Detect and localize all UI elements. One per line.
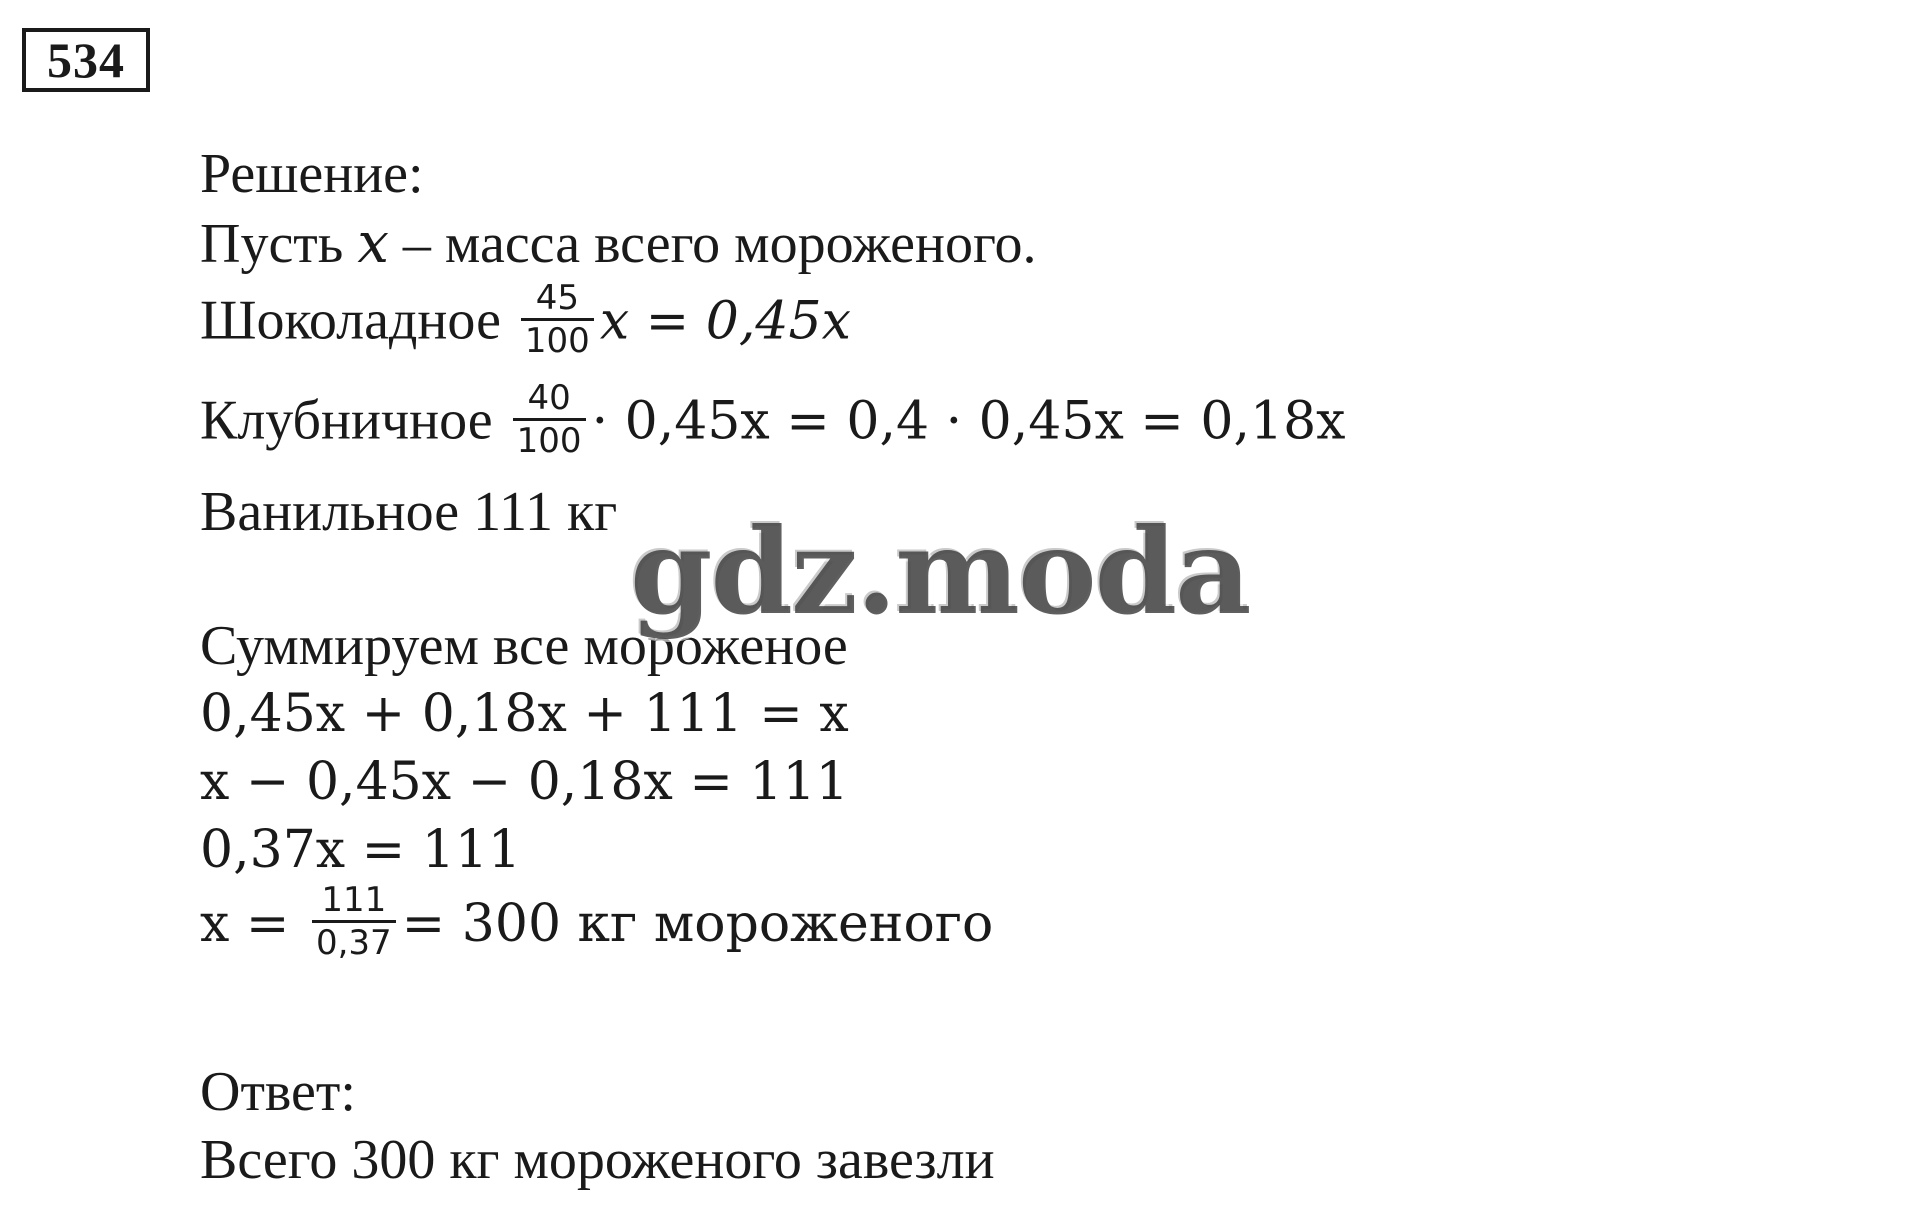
chocolate-label: Шоколадное xyxy=(200,289,501,352)
strawberry-fraction xyxy=(513,378,586,461)
equation-1: 0,45x + 0,18x + 111 = x xyxy=(200,684,849,744)
chocolate-line xyxy=(200,278,851,367)
equation-2: x − 0,45x − 0,18x = 111 xyxy=(200,752,849,812)
strawberry-frac-den: 100 xyxy=(516,421,582,461)
problem-number: 534 xyxy=(22,28,150,92)
solution-label: Решение: xyxy=(200,143,424,205)
eq4-frac-den: 0,37 xyxy=(315,923,392,963)
let-prefix: Пусть xyxy=(200,213,358,275)
sum-label: Суммируем все мороженое xyxy=(200,615,848,677)
eq4-frac-num: 111 xyxy=(312,880,396,923)
eq4-fraction xyxy=(312,880,396,963)
eq4-lhs: x = xyxy=(200,894,290,954)
answer-text: Всего 300 кг мороженого завезли xyxy=(200,1129,995,1191)
chocolate-frac-num: 45 xyxy=(521,278,594,321)
strawberry-frac-num: 40 xyxy=(513,378,586,421)
let-var: x xyxy=(357,211,389,276)
watermark-logo: gdz.moda xyxy=(630,502,1250,641)
let-line xyxy=(200,211,1037,276)
vanilla-line: Ванильное 111 кг xyxy=(200,481,618,543)
strawberry-expr: · 0,45x = 0,4 · 0,45x = 0,18x xyxy=(591,391,1346,452)
equation-4 xyxy=(200,880,994,969)
eq4-rhs: = 300 кг мороженого xyxy=(401,894,994,954)
strawberry-label: Клубничное xyxy=(200,389,493,452)
chocolate-fraction xyxy=(521,278,594,361)
chocolate-frac-den: 100 xyxy=(524,321,590,361)
answer-label: Ответ: xyxy=(200,1061,356,1123)
let-suffix: – масса всего мороженого. xyxy=(388,213,1037,275)
chocolate-expr: x = 0,45x xyxy=(599,291,851,352)
strawberry-line xyxy=(200,378,1346,467)
equation-3: 0,37x = 111 xyxy=(200,820,521,880)
